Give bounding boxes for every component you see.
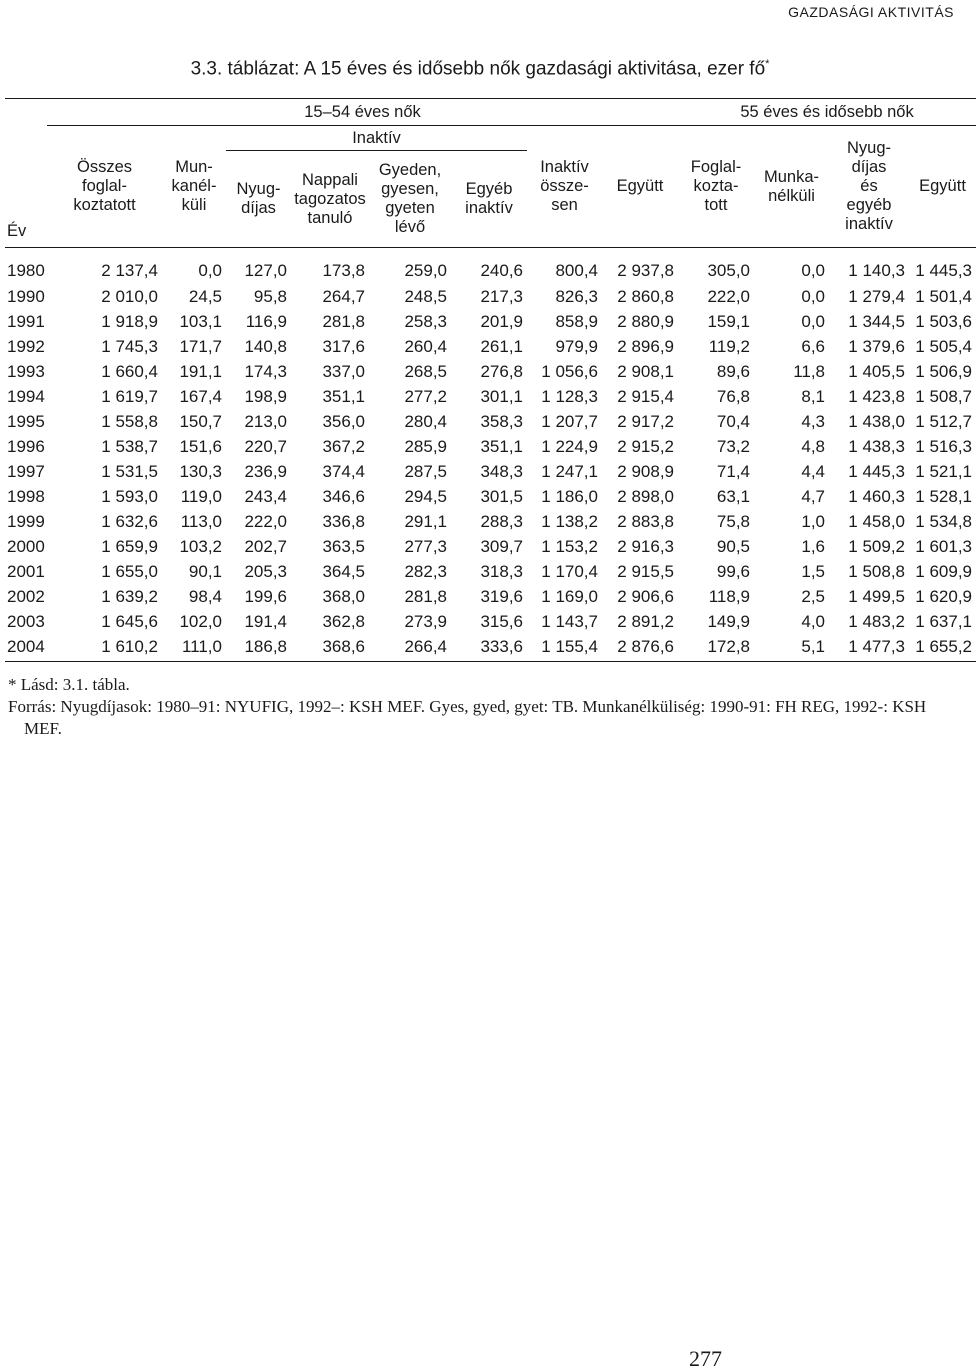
table-row <box>5 309 976 334</box>
table-cell: 1 169,0 <box>541 586 598 606</box>
table-cell: 1 155,4 <box>527 634 602 662</box>
table-cell: 1 445,3 <box>915 261 973 280</box>
table-cell: 318,3 <box>480 561 523 581</box>
row-year-cell: 1980 <box>7 261 45 280</box>
table-cell: 201,9 <box>480 311 523 331</box>
table-cell: 1 128,3 <box>541 386 598 406</box>
header-col-other-inactive: Egyéb inaktív <box>451 151 527 248</box>
table-row <box>5 534 976 559</box>
footnote: * Lásd: 3.1. tábla. <box>8 675 130 694</box>
table-row <box>5 359 976 384</box>
table-cell: 111,0 <box>162 634 226 662</box>
table-cell: 287,5 <box>404 461 447 481</box>
table-cell: 1 521,1 <box>915 461 973 481</box>
table-cell: 2 937,8 <box>617 261 675 280</box>
table-cell: 236,9 <box>244 461 287 481</box>
row-year-cell: 1991 <box>7 311 45 331</box>
table-cell: 1 516,3 <box>915 436 973 456</box>
table-cell: 2 915,2 <box>617 436 675 456</box>
table-cell: 280,4 <box>404 411 447 431</box>
table-cell: 2,5 <box>801 586 826 606</box>
row-year-cell: 1999 <box>7 511 45 531</box>
page-number: 277 <box>689 1346 722 1371</box>
table-cell: 73,2 <box>716 436 751 456</box>
table-cell: 63,1 <box>716 486 751 506</box>
table-cell: 264,7 <box>322 286 365 306</box>
table-cell: 1 153,2 <box>541 536 598 556</box>
row-year-cell: 1993 <box>7 361 45 381</box>
table-cell: 1 655,0 <box>101 561 158 581</box>
table-cell: 1 609,9 <box>915 561 973 581</box>
table-cell: 149,9 <box>707 611 751 631</box>
table-cell: 1 659,9 <box>101 536 158 556</box>
table-cell: 367,2 <box>322 436 365 456</box>
table-cell: 281,8 <box>404 586 447 606</box>
table-cell: 1 645,6 <box>101 611 158 631</box>
header-year: Év <box>5 99 47 248</box>
table-row <box>5 459 976 484</box>
table-cell: 1 610,2 <box>47 634 162 662</box>
table-row <box>5 248 976 285</box>
table-cell: 356,0 <box>322 411 365 431</box>
row-year-cell: 1995 <box>7 411 45 431</box>
table-cell: 826,3 <box>555 286 598 306</box>
table-cell: 1 438,0 <box>848 411 906 431</box>
table-cell: 248,5 <box>404 286 447 306</box>
table-cell: 261,1 <box>480 336 523 356</box>
table-cell: 1 501,4 <box>915 286 973 306</box>
table-cell: 336,8 <box>322 511 365 531</box>
table-row <box>5 409 976 434</box>
table-cell: 1 558,8 <box>101 411 158 431</box>
table-cell: 0,0 <box>801 286 826 306</box>
table-row <box>5 584 976 609</box>
table-cell: 0,0 <box>198 261 222 280</box>
table-cell: 2 876,6 <box>602 634 678 662</box>
row-year-cell: 2003 <box>7 611 45 631</box>
table-cell: 150,7 <box>179 411 222 431</box>
table-cell: 362,8 <box>322 611 365 631</box>
table-cell: 2 891,2 <box>617 611 675 631</box>
table-cell: 1 660,4 <box>101 361 158 381</box>
table-title <box>0 58 960 80</box>
table-cell: 2 896,9 <box>617 336 675 356</box>
table-cell: 213,0 <box>244 411 287 431</box>
table-title-footnote-mark: * <box>765 58 770 70</box>
table-cell: 1 509,2 <box>848 536 906 556</box>
header-inactive-group: Inaktív <box>226 126 527 151</box>
table-cell: 1 247,1 <box>541 461 598 481</box>
table-cell: 291,1 <box>404 511 447 531</box>
table-notes <box>8 674 953 740</box>
table-cell: 99,6 <box>716 561 751 581</box>
table-cell: 260,4 <box>404 336 447 356</box>
table-cell: 1 170,4 <box>541 561 598 581</box>
table-cell: 4,8 <box>801 436 826 456</box>
table-row <box>5 284 976 309</box>
table-cell: 1 601,3 <box>915 536 973 556</box>
table-cell: 282,3 <box>404 561 447 581</box>
table-cell: 1 405,5 <box>848 361 906 381</box>
table-cell: 368,6 <box>291 634 369 662</box>
table-cell: 337,0 <box>322 361 365 381</box>
table-cell: 2 915,4 <box>617 386 675 406</box>
table-cell: 217,3 <box>480 286 523 306</box>
table-cell: 95,8 <box>253 286 287 306</box>
table-cell: 1 460,3 <box>848 486 906 506</box>
table-cell: 1 503,6 <box>915 311 973 331</box>
table-cell: 259,0 <box>404 261 447 280</box>
table-cell: 358,3 <box>480 411 523 431</box>
header-col-total-15-54: Együtt <box>602 126 678 248</box>
header-group-55-plus: 55 éves és idősebb nők <box>678 99 976 126</box>
table-cell: 273,9 <box>404 611 447 631</box>
table-cell: 1 512,7 <box>915 411 973 431</box>
table-cell: 348,3 <box>480 461 523 481</box>
table-cell: 351,1 <box>322 386 365 406</box>
table-cell: 76,8 <box>716 386 751 406</box>
table-cell: 151,6 <box>179 436 222 456</box>
table-cell: 1 056,6 <box>541 361 598 381</box>
table-cell: 199,6 <box>244 586 287 606</box>
header-col-pensioner: Nyug- díjas <box>226 151 291 248</box>
table-cell: 2 908,9 <box>617 461 675 481</box>
table-cell: 70,4 <box>716 411 751 431</box>
table-cell: 4,3 <box>801 411 826 431</box>
table-cell: 172,8 <box>678 634 754 662</box>
table-cell: 294,5 <box>404 486 447 506</box>
table-cell: 1 508,7 <box>915 386 973 406</box>
table-cell: 1 138,2 <box>541 511 598 531</box>
table-cell: 305,0 <box>707 261 751 280</box>
table-cell: 363,5 <box>322 536 365 556</box>
header-col-childcare: Gyeden, gyesen, gyeten lévő <box>369 151 451 248</box>
table-cell: 173,8 <box>322 261 365 280</box>
table-cell: 90,5 <box>716 536 751 556</box>
table-cell: 113,0 <box>180 511 222 531</box>
table-cell: 858,9 <box>555 311 598 331</box>
table-cell: 301,5 <box>480 486 523 506</box>
table-cell: 268,5 <box>404 361 447 381</box>
table-cell: 140,8 <box>244 336 287 356</box>
table-cell: 171,7 <box>179 336 222 356</box>
table-cell: 4,4 <box>801 461 826 481</box>
table-cell: 8,1 <box>801 386 826 406</box>
table-cell: 1 477,3 <box>829 634 909 662</box>
table-cell: 159,1 <box>707 311 751 331</box>
table-cell: 1,5 <box>801 561 826 581</box>
table-cell: 2 916,3 <box>617 536 675 556</box>
table-cell: 333,6 <box>451 634 527 662</box>
header-col-employed-55: Foglal- kozta- tott <box>678 126 754 248</box>
table-cell: 266,4 <box>369 634 451 662</box>
table-cell: 979,9 <box>555 336 598 356</box>
table-cell: 309,7 <box>480 536 523 556</box>
table-cell: 1 499,5 <box>848 586 906 606</box>
table-cell: 1 505,4 <box>915 336 973 356</box>
table-cell: 1 620,9 <box>915 586 973 606</box>
table-cell: 2 137,4 <box>101 261 158 280</box>
running-head: GAZDASÁGI AKTIVITÁS <box>788 4 954 20</box>
table-cell: 1 458,0 <box>848 511 906 531</box>
table-cell: 1 632,6 <box>101 511 158 531</box>
table-cell: 103,2 <box>179 536 222 556</box>
table-cell: 222,0 <box>707 286 751 306</box>
table-cell: 89,6 <box>716 361 751 381</box>
table-cell: 243,4 <box>244 486 287 506</box>
table-cell: 1 224,9 <box>541 436 598 456</box>
table-cell: 6,6 <box>801 336 826 356</box>
table-cell: 288,3 <box>480 511 523 531</box>
table-row <box>5 609 976 634</box>
table-cell: 1 619,7 <box>101 386 158 406</box>
row-year-cell: 1994 <box>7 386 45 406</box>
table-cell: 1 140,3 <box>848 261 906 280</box>
row-year-cell: 1990 <box>7 286 45 306</box>
header-col-unemployed: Mun- kanél- küli <box>162 126 226 248</box>
table-cell: 301,1 <box>480 386 523 406</box>
table-cell: 11,8 <box>793 361 826 381</box>
source-note: Forrás: Nyugdíjasok: 1980–91: NYUFIG, 1992–: KSH MEF. Gyes, gyed, gyet: TB. Munkanélküliség: 1990-91: FH REG, 1992-: KSH MEF. <box>8 697 927 738</box>
table-cell: 186,8 <box>226 634 291 662</box>
table-cell: 167,4 <box>179 386 222 406</box>
table-cell: 205,3 <box>244 561 287 581</box>
table-cell: 1 483,2 <box>848 611 906 631</box>
table-cell: 281,8 <box>322 311 365 331</box>
row-year-cell: 2001 <box>7 561 45 581</box>
table-cell: 1 423,8 <box>848 386 906 406</box>
table-cell: 1,6 <box>801 536 826 556</box>
table-cell: 71,4 <box>716 461 751 481</box>
table-cell: 1 379,6 <box>848 336 906 356</box>
table-cell: 1 143,7 <box>541 611 598 631</box>
table-cell: 800,4 <box>555 261 598 280</box>
table-cell: 319,6 <box>480 586 523 606</box>
table-cell: 24,5 <box>188 286 222 306</box>
table-cell: 222,0 <box>244 511 287 531</box>
table-row <box>5 484 976 509</box>
table-cell: 90,1 <box>188 561 222 581</box>
table-cell: 4,7 <box>801 486 826 506</box>
table-cell: 0,0 <box>801 261 826 280</box>
table-cell: 2 917,2 <box>617 411 675 431</box>
table-cell: 1 593,0 <box>101 486 158 506</box>
table-row <box>5 434 976 459</box>
table-cell: 220,7 <box>244 436 287 456</box>
table-cell: 277,3 <box>404 536 447 556</box>
table-cell: 277,2 <box>404 386 447 406</box>
table-cell: 1 279,4 <box>848 286 906 306</box>
table-cell: 174,3 <box>244 361 287 381</box>
table-cell: 75,8 <box>716 511 751 531</box>
table-cell: 374,4 <box>322 461 365 481</box>
table-cell: 1 918,9 <box>101 311 158 331</box>
table-cell: 317,6 <box>322 336 365 356</box>
header-col-total-55: Együtt <box>909 126 976 248</box>
table-cell: 191,4 <box>244 611 287 631</box>
table-header <box>5 99 976 248</box>
table-cell: 1 445,3 <box>848 461 906 481</box>
table-body <box>5 248 976 662</box>
header-col-employed: Összes foglal- koztatott <box>47 126 162 248</box>
table-row <box>5 509 976 534</box>
table-cell: 2 883,8 <box>617 511 675 531</box>
header-col-pensioner-other-55: Nyug- díjas és egyéb inaktív <box>829 126 909 248</box>
table-cell: 2 860,8 <box>617 286 675 306</box>
table-cell: 1 534,8 <box>915 511 973 531</box>
row-year-cell: 1996 <box>7 436 45 456</box>
table-cell: 258,3 <box>404 311 447 331</box>
table-cell: 1 639,2 <box>101 586 158 606</box>
table-cell: 2 906,6 <box>617 586 675 606</box>
row-year-cell: 2000 <box>7 536 45 556</box>
table-cell: 368,0 <box>322 586 365 606</box>
table-cell: 1 438,3 <box>848 436 906 456</box>
table-row <box>5 384 976 409</box>
table-cell: 2 010,0 <box>101 286 158 306</box>
table-cell: 1,0 <box>801 511 826 531</box>
header-col-unemployed-55: Munka- nélküli <box>754 126 829 248</box>
table-cell: 1 508,8 <box>848 561 906 581</box>
table-cell: 351,1 <box>480 436 523 456</box>
header-group-15-54: 15–54 éves nők <box>47 99 678 126</box>
row-year-cell: 2002 <box>7 586 45 606</box>
table-cell: 1 528,1 <box>915 486 973 506</box>
table-cell: 102,0 <box>179 611 222 631</box>
row-year-cell: 1998 <box>7 486 45 506</box>
table-cell: 315,6 <box>480 611 523 631</box>
table-cell: 1 538,7 <box>101 436 158 456</box>
table-cell: 1 655,2 <box>909 634 976 662</box>
row-year-cell: 2004 <box>5 634 47 662</box>
table-cell: 1 506,9 <box>915 361 973 381</box>
table-cell: 130,3 <box>179 461 222 481</box>
table-cell: 240,6 <box>480 261 523 280</box>
table-cell: 116,9 <box>245 311 287 331</box>
table-cell: 119,0 <box>180 486 222 506</box>
table-cell: 5,1 <box>754 634 829 662</box>
table-cell: 1 344,5 <box>848 311 906 331</box>
table-cell: 285,9 <box>404 436 447 456</box>
table-cell: 191,1 <box>179 361 222 381</box>
table-cell: 198,9 <box>244 386 287 406</box>
table-cell: 276,8 <box>480 361 523 381</box>
row-year-cell: 1992 <box>7 336 45 356</box>
header-col-inactive-total: Inaktív össze- sen <box>527 126 602 248</box>
table-cell: 98,4 <box>188 586 222 606</box>
table-row <box>5 559 976 584</box>
table-cell: 1 637,1 <box>915 611 973 631</box>
table-cell: 1 207,7 <box>541 411 598 431</box>
table-cell: 202,7 <box>244 536 287 556</box>
table-cell: 2 880,9 <box>617 311 675 331</box>
row-year-cell: 1997 <box>7 461 45 481</box>
table-cell: 1 531,5 <box>101 461 158 481</box>
table-cell: 119,2 <box>708 336 751 356</box>
table-cell: 346,6 <box>322 486 365 506</box>
table-cell: 127,0 <box>244 261 287 280</box>
table-cell: 2 915,5 <box>617 561 675 581</box>
table-cell: 0,0 <box>801 311 826 331</box>
table-row <box>5 334 976 359</box>
table-row <box>5 634 976 662</box>
header-col-student: Nappali tagozatos tanuló <box>291 151 369 248</box>
table-cell: 103,1 <box>179 311 222 331</box>
table-cell: 4,0 <box>801 611 826 631</box>
women-activity-table <box>5 98 976 662</box>
table-cell: 1 745,3 <box>101 336 158 356</box>
table-cell: 1 186,0 <box>541 486 598 506</box>
table-cell: 2 898,0 <box>617 486 675 506</box>
table-cell: 118,9 <box>708 586 751 606</box>
table-title-text: 3.3. táblázat: A 15 éves és idősebb nők gazdasági aktivitása, ezer fő <box>190 58 766 80</box>
table-cell: 364,5 <box>322 561 365 581</box>
table-cell: 2 908,1 <box>617 361 675 381</box>
